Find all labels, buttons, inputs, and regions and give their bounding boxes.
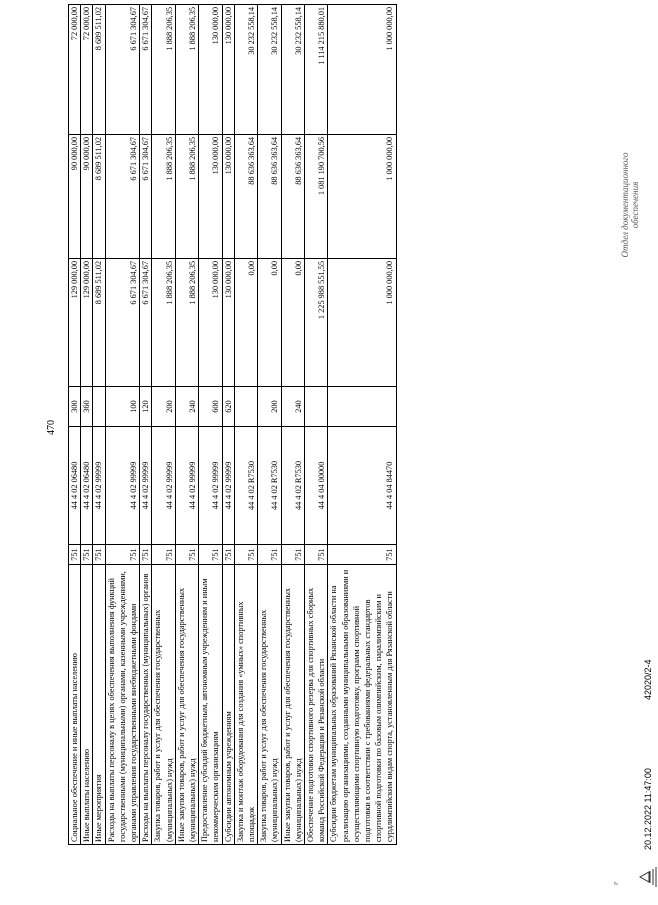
row-vr-cell	[305, 387, 328, 427]
row-sum-2024-cell: 72 000,00	[81, 5, 93, 135]
row-org-cell: 751	[105, 545, 140, 565]
row-csr-cell: 44 4 04 00000	[305, 427, 328, 545]
row-sum-2023-cell: 6 671 304,67	[105, 135, 140, 259]
row-csr-cell: 44 4 02 99999	[222, 427, 234, 545]
row-sum-2022-cell: 1 000 000,00	[328, 259, 396, 387]
row-name-cell: Иные закупки товаров, работ и услуг для обеспечения государственных (муниципальных) нужд	[175, 565, 198, 845]
print-datetime: 20.12.2022 11:47:00	[643, 768, 653, 850]
row-name-cell: Расходы на выплаты персоналу в целях обеспечения выполнения функций государственными (муниципальными) органами, казенными учреждениями, органами управления государственными внебюджетными фондами	[105, 565, 140, 845]
row-sum-2022-cell: 130 000,00	[222, 259, 234, 387]
table-row	[281, 5, 304, 845]
row-sum-2023-cell: 1 081 190 700,56	[305, 135, 328, 259]
table-row	[328, 5, 396, 845]
row-name-cell: Иные закупки товаров, работ и услуг для обеспечения государственных (муниципальных) нужд	[281, 565, 304, 845]
stamp-line-2: обеспечения	[630, 181, 640, 229]
row-name-cell: Закупка товаров, работ и услуг для обеспечения государственных (муниципальных) нужд	[258, 565, 281, 845]
row-vr-cell: 620	[222, 387, 234, 427]
row-sum-2022-cell: 8 689 511,02	[93, 259, 105, 387]
row-csr-cell: 44 4 02 99999	[105, 427, 140, 545]
emblem-icon	[638, 865, 658, 889]
row-csr-cell: 44 4 02 R7530	[281, 427, 304, 545]
row-vr-cell	[328, 387, 396, 427]
row-sum-2022-cell: 1 888 206,35	[175, 259, 198, 387]
row-sum-2024-cell: 6 671 304,67	[105, 5, 140, 135]
table-row	[152, 5, 175, 845]
row-sum-2024-cell: 72 000,00	[69, 5, 81, 135]
row-name-cell: Обеспечение подготовки спортивного резерва для спортивных сборных команд Российской Федерации и Рязанской области	[305, 565, 328, 845]
row-sum-2024-cell: 30 232 558,14	[258, 5, 281, 135]
row-name-cell: Иные выплаты населению	[81, 565, 93, 845]
row-org-cell: 751	[258, 545, 281, 565]
row-sum-2023-cell: 88 636 363,64	[281, 135, 304, 259]
row-sum-2023-cell: 1 888 206,35	[175, 135, 198, 259]
row-vr-cell: 200	[152, 387, 175, 427]
row-sum-2024-cell: 30 232 558,14	[234, 5, 257, 135]
row-sum-2023-cell: 130 000,00	[222, 135, 234, 259]
row-sum-2022-cell: 0,00	[258, 259, 281, 387]
row-sum-2023-cell: 8 689 511,02	[93, 135, 105, 259]
row-sum-2023-cell: 90 000,00	[69, 135, 81, 259]
budget-table	[68, 4, 397, 845]
row-name-cell: Расходы на выплаты персоналу государственных (муниципальных) органов	[140, 565, 152, 845]
row-sum-2024-cell: 1 114 215 880,01	[305, 5, 328, 135]
row-sum-2024-cell: 130 000,00	[199, 5, 222, 135]
row-csr-cell: 44 4 02 99999	[140, 427, 152, 545]
row-sum-2023-cell: 6 671 304,67	[140, 135, 152, 259]
row-sum-2024-cell: 1 000 000,00	[328, 5, 396, 135]
row-name-cell: Социальное обеспечение и иные выплаты населению	[69, 565, 81, 845]
row-vr-cell	[234, 387, 257, 427]
table-row	[175, 5, 198, 845]
row-name-cell: Субсидии автономным учреждениям	[222, 565, 234, 845]
row-vr-cell: 100	[105, 387, 140, 427]
row-sum-2024-cell: 6 671 304,67	[140, 5, 152, 135]
row-org-cell: 751	[69, 545, 81, 565]
row-org-cell: 751	[93, 545, 105, 565]
row-csr-cell: 44 4 02 R7530	[234, 427, 257, 545]
row-vr-cell: 240	[175, 387, 198, 427]
row-csr-cell: 44 4 02 06480	[81, 427, 93, 545]
row-vr-cell	[93, 387, 105, 427]
department-stamp	[620, 145, 640, 265]
row-sum-2023-cell: 1 000 000,00	[328, 135, 396, 259]
row-name-cell: Субсидии бюджетам муниципальных образований Рязанской области на реализацию организациями, созданными муниципальными образованиями и осуществляющими спортивную подготовку, программ спортивной подготовки в соответствии с требованиями федеральных стандартов спортивной подготовки по базовым олимпийским, паралимпийским и сурдлимпийским видам спорта, установленным для Рязанской области	[328, 565, 396, 845]
table-row	[81, 5, 93, 845]
row-csr-cell: 44 4 02 99999	[152, 427, 175, 545]
row-org-cell: 751	[222, 545, 234, 565]
row-sum-2022-cell: 6 671 304,67	[105, 259, 140, 387]
row-vr-cell: 300	[69, 387, 81, 427]
table-body	[69, 5, 397, 845]
row-name-cell: Закупка товаров, работ и услуг для обеспечения государственных (муниципальных) нужд	[152, 565, 175, 845]
row-vr-cell: 600	[199, 387, 222, 427]
row-sum-2022-cell: 1 888 206,35	[152, 259, 175, 387]
row-vr-cell: 200	[258, 387, 281, 427]
table-row	[69, 5, 81, 845]
row-sum-2024-cell: 8 689 511,02	[93, 5, 105, 135]
row-vr-cell: 240	[281, 387, 304, 427]
row-sum-2023-cell: 88 636 363,64	[258, 135, 281, 259]
table-row	[140, 5, 152, 845]
row-sum-2022-cell: 129 000,00	[69, 259, 81, 387]
row-org-cell: 751	[199, 545, 222, 565]
row-org-cell: 751	[328, 545, 396, 565]
row-sum-2022-cell: 129 000,00	[81, 259, 93, 387]
row-sum-2022-cell: 130 000,00	[199, 259, 222, 387]
row-csr-cell: 44 4 02 99999	[93, 427, 105, 545]
row-csr-cell: 44 4 02 99999	[199, 427, 222, 545]
row-sum-2023-cell: 130 000,00	[199, 135, 222, 259]
document-code: 42020/2-4	[643, 659, 653, 700]
table-row	[93, 5, 105, 845]
row-sum-2023-cell: 88 636 363,64	[234, 135, 257, 259]
row-sum-2024-cell: 1 888 206,35	[175, 5, 198, 135]
table-row	[105, 5, 140, 845]
row-name-cell: Предоставление субсидий бюджетным, автономным учреждениям и иным некоммерческим организациям	[199, 565, 222, 845]
side-mark: Р	[614, 881, 620, 885]
row-csr-cell: 44 4 02 R7530	[258, 427, 281, 545]
row-org-cell: 751	[281, 545, 304, 565]
row-name-cell: Закупка и монтаж оборудования для создания «умных» спортивных площадок	[234, 565, 257, 845]
row-sum-2022-cell: 6 671 304,67	[140, 259, 152, 387]
table-row	[258, 5, 281, 845]
row-sum-2024-cell: 30 232 558,14	[281, 5, 304, 135]
row-sum-2024-cell: 1 888 206,35	[152, 5, 175, 135]
row-sum-2022-cell: 0,00	[234, 259, 257, 387]
table-row	[222, 5, 234, 845]
row-sum-2022-cell: 1 225 988 551,55	[305, 259, 328, 387]
row-vr-cell: 360	[81, 387, 93, 427]
row-sum-2023-cell: 90 000,00	[81, 135, 93, 259]
row-sum-2022-cell: 0,00	[281, 259, 304, 387]
stamp-line-1: Отдел документационного	[620, 152, 630, 258]
row-sum-2024-cell: 130 000,00	[222, 5, 234, 135]
row-vr-cell: 120	[140, 387, 152, 427]
table-row	[305, 5, 328, 845]
table-row	[199, 5, 222, 845]
page-number: 470	[46, 420, 57, 435]
row-sum-2023-cell: 1 888 206,35	[152, 135, 175, 259]
row-csr-cell: 44 4 04 84470	[328, 427, 396, 545]
row-org-cell: 751	[305, 545, 328, 565]
row-org-cell: 751	[140, 545, 152, 565]
row-csr-cell: 44 4 02 99999	[175, 427, 198, 545]
row-org-cell: 751	[175, 545, 198, 565]
row-org-cell: 751	[234, 545, 257, 565]
row-org-cell: 751	[152, 545, 175, 565]
table-row	[234, 5, 257, 845]
row-name-cell: Иные мероприятия	[93, 565, 105, 845]
row-org-cell: 751	[81, 545, 93, 565]
row-csr-cell: 44 4 02 06480	[69, 427, 81, 545]
